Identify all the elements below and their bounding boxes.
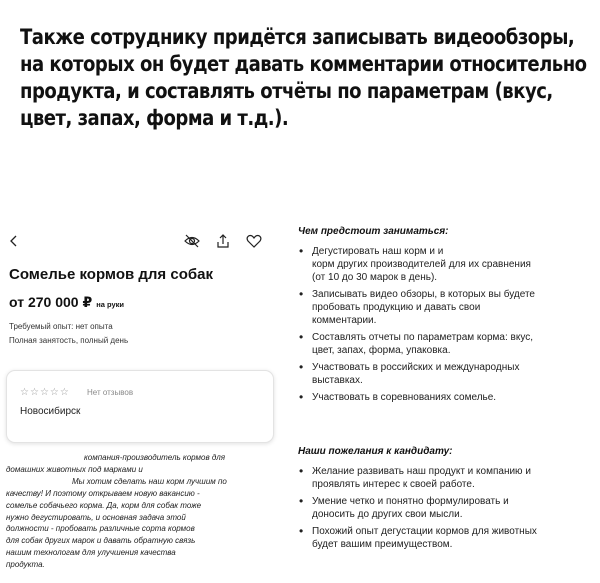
list-item (298, 331, 598, 357)
headline-line: продукта, и составлять отчёты по параметрам (вкус, (20, 79, 553, 103)
list-item (298, 391, 598, 404)
wishes-title: Наши пожелания к кандидату: (298, 446, 453, 457)
headline-line: цвет, запах, форма и т.д.). (20, 106, 289, 130)
description-line: компания-производитель кормов для (84, 453, 226, 462)
description-line: продукта. (6, 560, 45, 570)
list-item-line: комментарии. (312, 315, 377, 326)
list-item (298, 525, 598, 551)
list-item-line: • Похожий опыт дегустации кормов для животных (312, 526, 537, 537)
description-line: сомелье собачьего корма. Да, корм для собак тоже (6, 500, 202, 510)
list-item-line: выставках. (312, 375, 363, 386)
list-item (298, 495, 598, 521)
vacancy-title: Сомелье кормов для собак (9, 266, 213, 283)
description-line: должности - пробовать различные сорта кормов (6, 524, 195, 534)
vacancy-description (6, 452, 274, 571)
salary-amount: от 270 000 ₽ (9, 294, 93, 310)
rating-stars (20, 388, 69, 398)
description-line: домашних животных под марками и (6, 464, 143, 474)
list-item-line: пробовать продукцию и давать свои (312, 302, 481, 313)
description-line: нашим технологам для улучшения качества (6, 548, 176, 558)
list-item-line: будет вашим преимуществом. (312, 539, 453, 550)
hide-eye-icon[interactable] (183, 232, 201, 250)
headline-line: Также сотруднику придётся записывать видеообзоры, (20, 25, 575, 49)
list-item-line: • Дегустировать наш корм и и (312, 246, 444, 257)
star-icon: ☆ (59, 387, 69, 398)
list-item-line: цвет, запах, форма, упаковка. (312, 345, 451, 356)
back-arrow-icon[interactable] (5, 232, 23, 250)
list-item (298, 245, 598, 284)
list-item-line: проявлять интерес к своей работе. (312, 479, 475, 490)
employment-type: Полная занятость, полный день (9, 336, 129, 345)
list-item-line: • Участвовать в российских и международных (312, 362, 520, 373)
list-item-line: • Умение четко и понятно формулировать и (312, 496, 509, 507)
star-icon: ☆ (39, 387, 49, 398)
list-item (298, 288, 598, 327)
reviews-label: Нет отзывов (87, 388, 134, 397)
star-icon: ☆ (29, 387, 39, 398)
description-line: нужно дегустировать, и основная задача этой (6, 512, 186, 522)
city: Новосибирск (20, 406, 81, 417)
employer-card[interactable] (6, 370, 274, 443)
list-item-line: • Участвовать в соревнованиях сомелье. (312, 392, 497, 403)
list-item-line: • Записывать видео обзоры, в которых вы будете (312, 289, 535, 300)
vacancy-toolbar (5, 232, 275, 250)
headline-line: на которых он будет давать комментарии относительно (20, 52, 587, 76)
headline (20, 24, 588, 132)
duties-list (298, 245, 598, 408)
description-line: для собак других марок и давать обратную связь (6, 536, 196, 546)
duties-title: Чем предстоит заниматься: (298, 226, 449, 237)
share-icon[interactable] (214, 232, 232, 250)
list-item (298, 361, 598, 387)
wishes-list (298, 465, 598, 555)
list-item-line: корм других производителей для их сравнения (312, 259, 531, 270)
list-item-line: • Желание развивать наш продукт и компанию и (312, 466, 531, 477)
salary (9, 294, 124, 312)
description-line: качеству! И поэтому открываем новую вакансию - (6, 488, 200, 498)
star-icon: ☆ (49, 387, 59, 398)
list-item-line: (от 10 до 30 марок в день). (312, 272, 438, 283)
description-line: Мы хотим сделать наш корм лучшим по (72, 476, 227, 486)
experience-requirement: Требуемый опыт: нет опыта (9, 322, 113, 331)
list-item (298, 465, 598, 491)
list-item-line: • Составлять отчеты по параметрам корма: вкус, (312, 332, 534, 343)
heart-icon[interactable] (245, 232, 263, 250)
star-icon: ☆ (20, 387, 29, 398)
list-item-line: доносить до других свои мысли. (312, 509, 463, 520)
salary-note: на руки (96, 300, 124, 309)
